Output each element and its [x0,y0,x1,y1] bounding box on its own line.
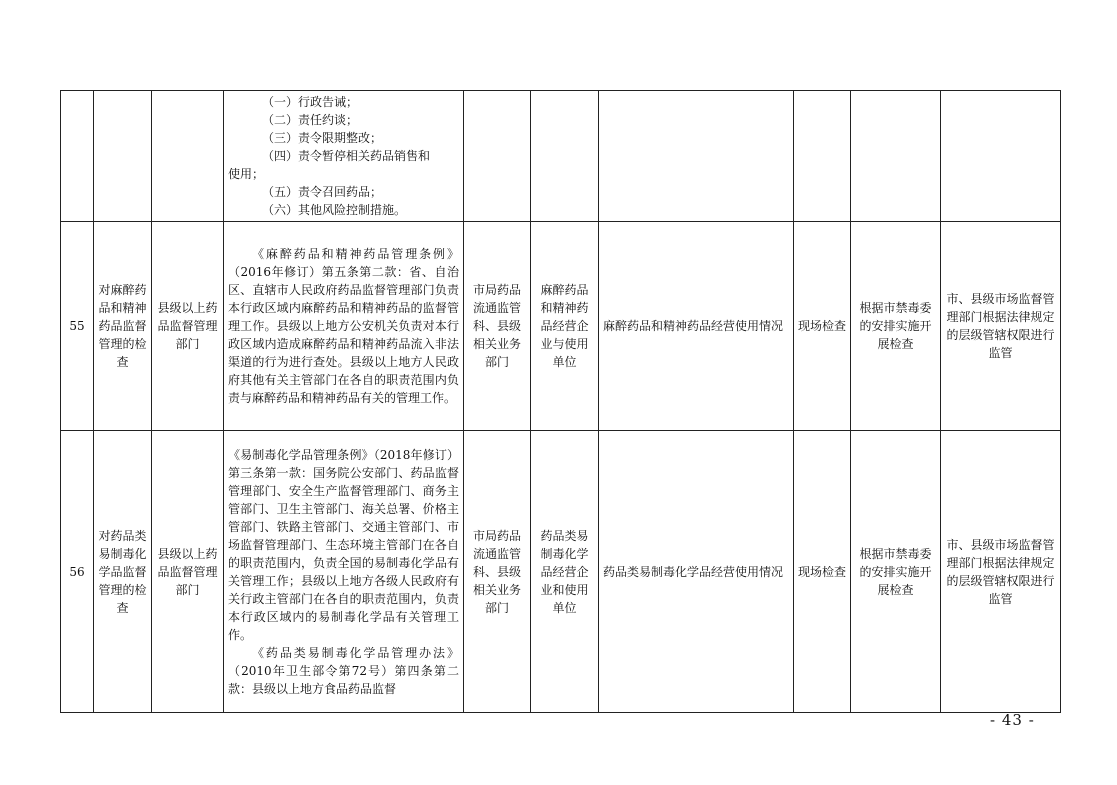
measure-line: （五）责令召回药品； [262,185,383,199]
table-row-55 [61,222,1061,431]
measure-line: （一）行政告诫； [262,95,359,109]
table-row-56 [61,431,1061,713]
item-name: 对麻醉药品和精神药品监督管理的检查 [94,222,152,431]
inspection-frequency: 根据市禁毒委的安排实施开展检查 [851,431,941,713]
method-cell [794,91,851,222]
frequency-cell [851,91,941,222]
inspection-object: 麻醉药品和精神药品经营企业与使用单位 [531,222,599,431]
measures-cell [224,91,464,222]
inspection-method: 现场检查 [794,431,851,713]
inspection-frequency: 根据市禁毒委的安排实施开展检查 [851,222,941,431]
responsible-dept: 市局药品流通监管科、县级相关业务部门 [464,222,531,431]
measure-line: （三）责令限期整改； [262,131,383,145]
page-number: - 43 - [990,711,1035,729]
measure-line: （六）其他风险控制措施。 [262,203,407,217]
authority: 县级以上药品监督管理部门 [152,222,224,431]
measure-line: 使用； [228,167,265,181]
inspection-table [60,90,1061,713]
legal-basis: 《麻醉药品和精神药品管理条例》（2016年修订）第五条第二款：省、自治区、直辖市人民政府药品监督管理部门负责本行政区域内麻醉药品和精神药品的监督管理工作。县级以上地方公安机关负责对本行政区域内造成麻醉药品和精神药品流入非法渠道的行为进行查处。县级以上地方人民政府其他有关主管部门在各自的职责范围内负责与麻醉药品和精神药品有关的管理工作。 [224,222,464,431]
remarks: 市、县级市场监督管理部门根据法律规定的层级管辖权限进行监管 [941,222,1061,431]
inspection-content: 麻醉药品和精神药品经营使用情况 [599,222,794,431]
responsible-dept: 市局药品流通监管科、县级相关业务部门 [464,431,531,713]
measure-line: （二）责任约谈； [262,113,359,127]
inspection-object: 药品类易制毒化学品经营企业和使用单位 [531,431,599,713]
table-row-prev [61,91,1061,222]
measure-line: （四）责令暂停相关药品销售和 [262,149,431,163]
num-cell [61,91,94,222]
dept-cell [464,91,531,222]
note-cell [941,91,1061,222]
item-name: 对药品类易制毒化学品监督管理的检查 [94,431,152,713]
object-cell [531,91,599,222]
row-number: 55 [61,222,94,431]
content-cell [599,91,794,222]
legal-basis: 《易制毒化学品管理条例》（2018年修订）第三条第一款：国务院公安部门、药品监督管理部门、安全生产监督管理部门、商务主管部门、卫生主管部门、海关总署、价格主管部门、铁路主管部门、交通主管部门、市场监督管理部门、生态环境主管部门在各自的职责范围内，负责全国的易制毒化学品有关管理工作；县级以上地方各级人民政府有关行政主管部门在各自的职责范围内，负责本行政区域内的易制毒化学品有关管理工作。 《药品类易制毒化学品管理办法》（2010年卫生部令第72号）第四条第二款：县级以上地方食品药品监督 [224,431,464,713]
authority: 县级以上药品监督管理部门 [152,431,224,713]
remarks: 市、县级市场监督管理部门根据法律规定的层级管辖权限进行监管 [941,431,1061,713]
inspection-content: 药品类易制毒化学品经营使用情况 [599,431,794,713]
row-number: 56 [61,431,94,713]
authority-cell [152,91,224,222]
inspection-method: 现场检查 [794,222,851,431]
name-cell [94,91,152,222]
